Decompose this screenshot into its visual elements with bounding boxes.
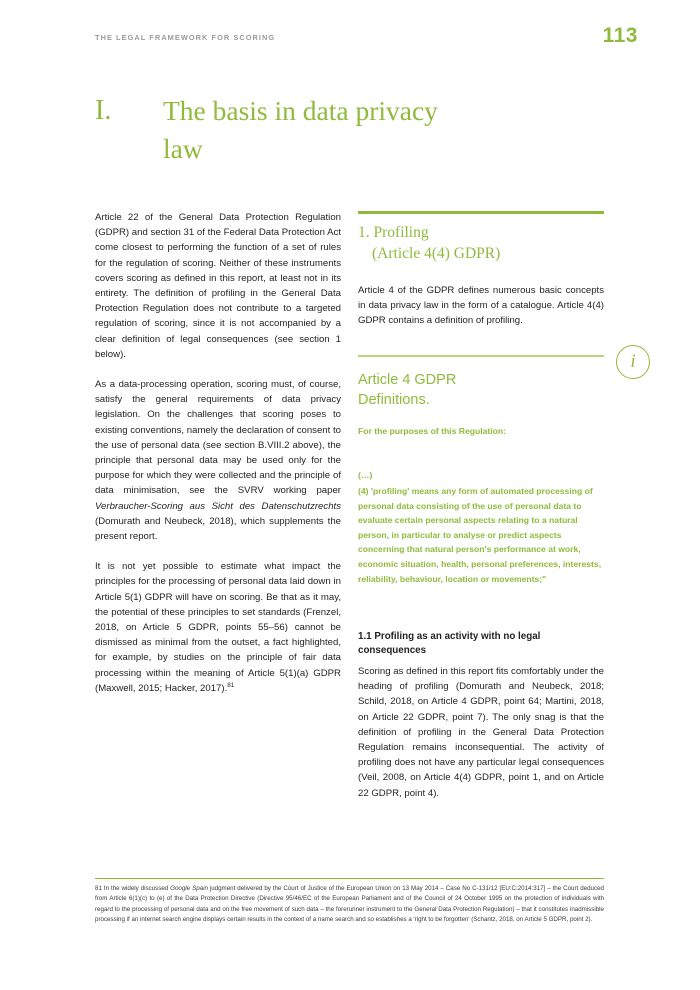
quote-body: (4) 'profiling' means any form of automated processing of personal data consisting of the use of personal data to evaluate certain personal aspects relating to a natural person, in particular to analyse or predict aspects concerning that natural person's performance at work, economic situation, health, personal preferences, interests, reliability, behaviour, location or movements;" (358, 486, 602, 584)
footnote-part-2: judgment delivered by the Court of Justice of the European Union on 13 May 2014 – Case No C-131/12 [EU:C:2014:317] – the Court deduced from Article 6(1)(c) to (e) of the Data Protection Directive (Directive 95/46/EC of the European Parliament and of the Council of 24 October 1995 on the protection of individuals with regard to the processing of personal data and on the free movement of such data – the forerunner instrument to the General Data Protection Regulation) – that it constitutes inadmissible processing if an internet search engine displays certain results in the context of a name search and so establishes a 'right to be forgotten' (Schantz, 2018, on Article 5 GDPR, point 2). (95, 885, 604, 924)
section-heading-line-1: 1. Profiling (358, 224, 429, 241)
page-title: The basis in data privacy law (163, 95, 438, 164)
section-intro-paragraph: Article 4 of the GDPR defines numerous basic concepts in data privacy law in the form of a catalogue. Article 4(4) GDPR contains a definition of profiling. (358, 285, 604, 327)
chapter-number: I. (95, 95, 112, 126)
quote-lead: For the purposes of this Regulation: (358, 426, 507, 436)
paragraph-2-italic-title: Verbraucher-Scoring aus Sicht des Datenschutzrechts (95, 500, 341, 512)
left-column (95, 210, 341, 696)
running-head: THE LEGAL FRAMEWORK FOR SCORING (95, 33, 276, 42)
section-heading (358, 222, 608, 264)
paragraph-1: Article 22 of the General Data Protection Regulation (GDPR) and section 31 of the Federal Data Protection Act come closest to performing the function of a set of rules for the regulation of scoring. Neither of these instruments covers scoring as defined in this report, at least not in its entirety. The definition of profiling in the General Data Protection Regulation does not contribute to a targeted regulation of scoring, since it is not accompanied by a clear definition of legal consequences (see section 1 below). (95, 212, 341, 360)
subsection-title: 1.1 Profiling as an activity with no legal consequences (358, 631, 541, 656)
paragraph-3 (95, 559, 341, 696)
page-number: 113 (602, 24, 638, 47)
paragraph-2 (95, 377, 341, 544)
paragraph-2-text: As a data-processing operation, scoring must, of course, satisfy the general requirements of data privacy legislation. On the challenges that scoring poses to existing conventions, namely the declaration of consent to the use of personal data (see section B.VIII.2 above), the principle that personal data may be used only for the purpose for which they were collected and the principle of data minimisation, see the SVRV working paper (95, 379, 341, 497)
quote-box-rule (358, 355, 604, 357)
quote-ellipsis: (…) (358, 470, 373, 480)
quote-title-line-1: Article 4 GDPR (358, 372, 457, 388)
info-icon: i (616, 345, 650, 379)
section-top-rule (358, 211, 604, 214)
footnote-marker: 81 (227, 681, 235, 689)
section-heading-line-2: (Article 4(4) GDPR) (372, 245, 501, 262)
subsection-body: Scoring as defined in this report fits comfortably under the heading of profiling (Domurath and Neubeck, 2018; Schild, 2018, on Article 4 GDPR, point 64; Martini, 2018, on Article 22 GDPR, point 7). The only snag is that the definition of profiling in the General Data Protection Regulation remains inconsequential. The activity of profiling does not have any particular legal consequences (Veil, 2008, on Article 4(4) GDPR, point 1, and on Article 22 GDPR, point 4). (358, 666, 604, 799)
quote-title-line-2: Definitions. (358, 392, 430, 408)
footnote-italic-case: Google Spain (170, 885, 208, 892)
footnote-number: 81 (95, 885, 102, 892)
footnote-divider (95, 878, 604, 879)
quote-title (358, 370, 604, 410)
paragraph-3-text: It is not yet possible to estimate what impact the principles for the processing of personal data laid down in Article 5(1) GDPR will have on scoring. Be that as it may, the potential of these principles to set standards (Frenzel, 2018, on Article 5 GDPR, points 55–56) cannot be dismissed as minimal from the outset, a fact highlighted, for example, by studies on the principle of fair data processing within the meaning of Article 5(1)(a) GDPR (Maxwell, 2015; Hacker, 2017). (95, 561, 341, 694)
paragraph-2-tail: (Domurath and Neubeck, 2018), which supplements the present report. (95, 515, 341, 543)
footnote (95, 884, 604, 926)
footnote-part-1: In the widely discussed (103, 885, 171, 892)
